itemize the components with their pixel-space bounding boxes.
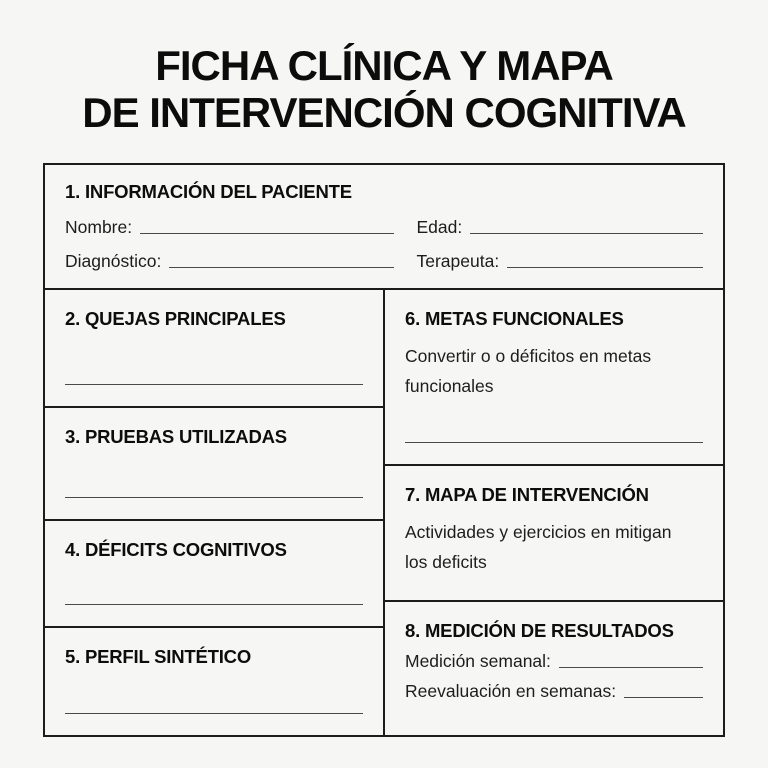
right-column [385, 290, 723, 735]
page-title-line2: DE INTERVENCIÓN COGNITIVA [82, 89, 686, 137]
field-edad-label: Edad: [416, 217, 463, 237]
medicion-fields [405, 651, 703, 702]
field-edad-blank-line [470, 233, 703, 234]
field-diagnostico-label: Diagnóstico: [65, 251, 162, 271]
section-mapa-intervencion [385, 466, 723, 602]
clinical-form [43, 163, 725, 737]
section-patient-info [45, 165, 723, 290]
section-deficits-heading: 4. DÉFICITS COGNITIVOS [65, 539, 287, 560]
section-medicion-heading: 8. MEDICIÓN DE RESULTADOS [405, 620, 674, 641]
field-reevaluacion-semanas-blank-line [624, 697, 703, 698]
section-quejas-principales [45, 290, 383, 408]
field-medicion-semanal-blank-line [559, 667, 703, 668]
section-metas-heading: 6. METAS FUNCIONALES [405, 308, 624, 329]
field-nombre [65, 217, 394, 238]
section-quejas-heading: 2. QUEJAS PRINCIPALES [65, 308, 286, 329]
field-diagnostico [65, 251, 394, 272]
section-perfil-blank-line [65, 713, 363, 714]
field-terapeuta [416, 251, 703, 272]
page-title [0, 42, 768, 137]
section-deficits-blank-line [65, 604, 363, 605]
section-pruebas-utilizadas [45, 408, 383, 521]
field-terapeuta-label: Terapeuta: [416, 251, 500, 271]
section-mapa-description: Actividades y ejercicios en mitigan los deficits [405, 522, 672, 573]
section-mapa-heading: 7. MAPA DE INTERVENCIÓN [405, 484, 649, 505]
field-reevaluacion-semanas-label: Reevaluación en semanas: [405, 681, 617, 701]
section-perfil-heading: 5. PERFIL SINTÉTICO [65, 646, 252, 667]
patient-fields [65, 217, 703, 272]
left-column [45, 290, 385, 735]
field-nombre-blank-line [140, 233, 394, 234]
field-terapeuta-blank-line [507, 267, 703, 268]
field-diagnostico-blank-line [169, 267, 394, 268]
section-medicion-resultados [385, 602, 723, 735]
section-metas-description: Convertir o o déficitos en metas funcionales [405, 346, 652, 397]
section-perfil-sintetico [45, 628, 383, 735]
field-edad [416, 217, 703, 238]
section-metas-funcionales [385, 290, 723, 466]
field-medicion-semanal [405, 651, 703, 672]
section-patient-info-heading: 1. INFORMACIÓN DEL PACIENTE [65, 181, 352, 202]
section-metas-blank-line [405, 442, 703, 443]
page-title-line1: FICHA CLÍNICA Y MAPA [155, 42, 613, 89]
section-quejas-blank-line [65, 384, 363, 385]
section-pruebas-heading: 3. PRUEBAS UTILIZADAS [65, 426, 287, 447]
field-medicion-semanal-label: Medición semanal: [405, 651, 551, 671]
field-reevaluacion-semanas [405, 681, 703, 702]
form-columns [45, 290, 723, 735]
section-pruebas-blank-line [65, 497, 363, 498]
section-deficits-cognitivos [45, 521, 383, 628]
field-nombre-label: Nombre: [65, 217, 133, 237]
